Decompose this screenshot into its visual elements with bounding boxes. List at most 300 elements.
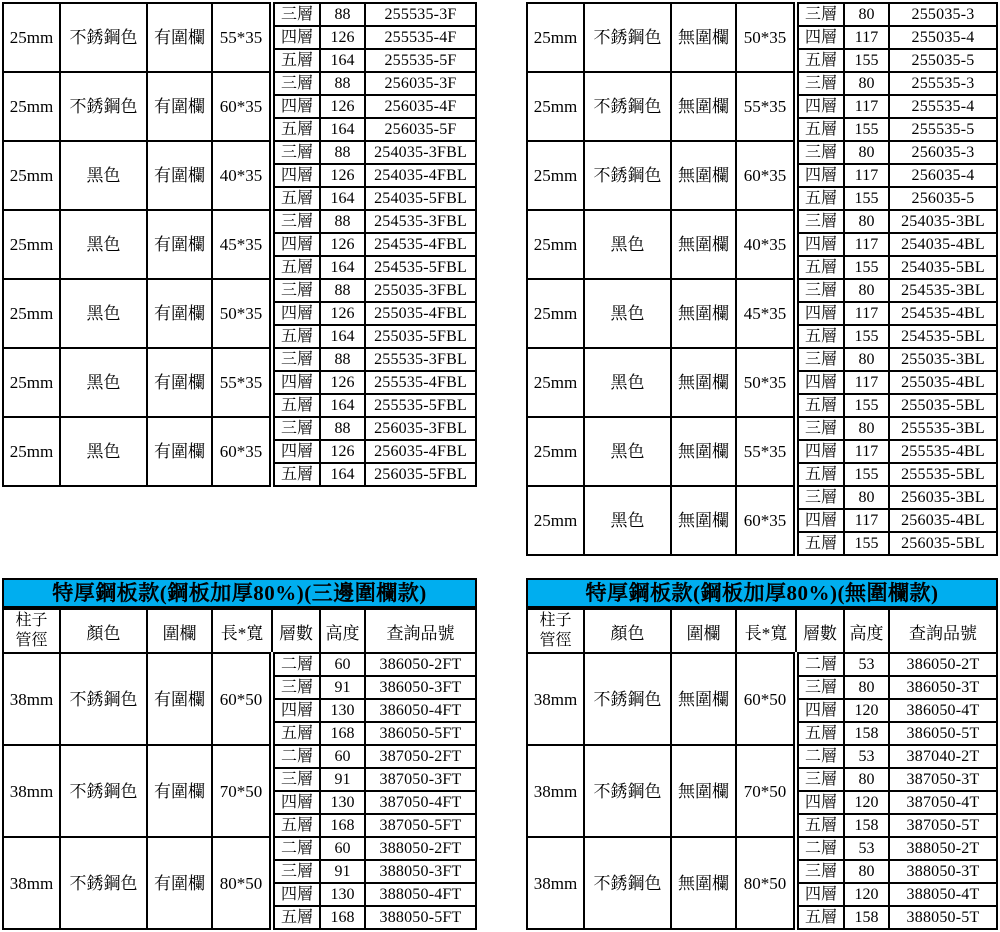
table-row [527, 653, 997, 676]
cell-height: 80 [844, 141, 889, 164]
cell-code: 254035-3BL [889, 210, 997, 233]
table-row [527, 210, 997, 233]
cell-fence: 無圍欄 [671, 348, 736, 417]
cell-fence: 無圍欄 [671, 210, 736, 279]
cell-layer: 三層 [796, 279, 844, 302]
table-header [527, 609, 997, 653]
cell-code: 255535-4F [365, 26, 476, 49]
cell-size: 80*50 [736, 837, 796, 929]
table-row [3, 745, 476, 768]
cell-size: 60*50 [736, 653, 796, 745]
cell-height: 164 [320, 49, 365, 72]
cell-height: 80 [844, 72, 889, 95]
cell-layer: 三層 [796, 676, 844, 699]
cell-code: 255535-3BL [889, 417, 997, 440]
table-body [3, 3, 476, 486]
cell-fence: 無圍欄 [671, 745, 736, 837]
header-pipe-diameter [3, 609, 60, 653]
cell-height: 130 [320, 883, 365, 906]
cell-layer: 二層 [796, 653, 844, 676]
cell-code: 388050-5FT [365, 906, 476, 929]
cell-layer: 四層 [272, 883, 320, 906]
cell-diameter: 25mm [527, 279, 584, 348]
cell-height: 155 [844, 49, 889, 72]
cell-layer: 五層 [796, 118, 844, 141]
table-row [527, 348, 997, 371]
cell-height: 91 [320, 768, 365, 791]
cell-height: 126 [320, 440, 365, 463]
cell-height: 155 [844, 256, 889, 279]
cell-layer: 三層 [272, 210, 320, 233]
table-row [527, 3, 997, 26]
cell-diameter: 38mm [3, 653, 60, 745]
cell-height: 155 [844, 325, 889, 348]
cell-layer: 五層 [272, 394, 320, 417]
cell-layer: 五層 [796, 814, 844, 837]
cell-height: 80 [844, 279, 889, 302]
cell-fence: 有圍欄 [147, 837, 212, 929]
cell-layer: 四層 [796, 164, 844, 187]
cell-layer: 五層 [272, 118, 320, 141]
cell-height: 168 [320, 722, 365, 745]
table-body [3, 653, 476, 929]
cell-height: 158 [844, 814, 889, 837]
cell-height: 60 [320, 745, 365, 768]
cell-height: 117 [844, 302, 889, 325]
cell-layer: 四層 [272, 302, 320, 325]
cell-code: 256035-3BL [889, 486, 997, 509]
header-pipe-diameter-line1: 柱子 [15, 612, 48, 629]
cell-fence: 有圍欄 [147, 210, 212, 279]
cell-size: 60*35 [212, 72, 272, 141]
cell-layer: 五層 [796, 394, 844, 417]
cell-height: 80 [844, 860, 889, 883]
cell-fence: 無圍欄 [671, 3, 736, 72]
cell-code: 386050-2FT [365, 653, 476, 676]
cell-layer: 五層 [796, 463, 844, 486]
header-size: 長*寬 [736, 609, 796, 653]
cell-height: 158 [844, 906, 889, 929]
cell-color: 黑色 [60, 348, 147, 417]
cell-code: 255535-4 [889, 95, 997, 118]
cell-layer: 二層 [272, 837, 320, 860]
cell-code: 254535-5FBL [365, 256, 476, 279]
table-row [3, 279, 476, 302]
cell-diameter: 25mm [527, 486, 584, 555]
cell-height: 53 [844, 837, 889, 860]
cell-diameter: 38mm [3, 745, 60, 837]
cell-diameter: 25mm [527, 141, 584, 210]
cell-code: 255035-4BL [889, 371, 997, 394]
cell-layer: 二層 [796, 745, 844, 768]
cell-diameter: 25mm [3, 3, 60, 72]
cell-height: 126 [320, 95, 365, 118]
cell-fence: 有圍欄 [147, 72, 212, 141]
cell-diameter: 25mm [3, 210, 60, 279]
cell-color: 不銹鋼色 [584, 141, 671, 210]
cell-code: 387050-5FT [365, 814, 476, 837]
cell-diameter: 38mm [527, 653, 584, 745]
cell-layer: 三層 [272, 676, 320, 699]
cell-height: 117 [844, 509, 889, 532]
cell-code: 388050-3T [889, 860, 997, 883]
cell-code: 254535-4FBL [365, 233, 476, 256]
cell-code: 255535-3 [889, 72, 997, 95]
cell-layer: 三層 [796, 768, 844, 791]
cell-layer: 三層 [272, 279, 320, 302]
cell-code: 387050-4FT [365, 791, 476, 814]
cell-code: 256035-3FBL [365, 417, 476, 440]
table-row [3, 210, 476, 233]
header-pipe-diameter-line1: 柱子 [539, 612, 572, 629]
cell-diameter: 25mm [527, 3, 584, 72]
cell-layer: 四層 [796, 233, 844, 256]
table-25mm-with-fence [2, 2, 477, 487]
cell-layer: 五層 [272, 325, 320, 348]
cell-layer: 三層 [272, 72, 320, 95]
cell-height: 155 [844, 532, 889, 555]
cell-height: 91 [320, 860, 365, 883]
cell-height: 164 [320, 256, 365, 279]
cell-code: 386050-3FT [365, 676, 476, 699]
cell-code: 255535-3F [365, 3, 476, 26]
header-height: 高度 [844, 609, 889, 653]
cell-layer: 四層 [796, 509, 844, 532]
cell-fence: 有圍欄 [147, 417, 212, 486]
cell-color: 黑色 [584, 279, 671, 348]
table-row [527, 417, 997, 440]
cell-color: 不銹鋼色 [584, 72, 671, 141]
cell-height: 164 [320, 463, 365, 486]
cell-height: 120 [844, 699, 889, 722]
cell-size: 55*35 [736, 72, 796, 141]
header-color: 顏色 [584, 609, 671, 653]
cell-color: 黑色 [584, 210, 671, 279]
cell-height: 117 [844, 95, 889, 118]
cell-size: 55*35 [736, 417, 796, 486]
cell-layer: 三層 [272, 348, 320, 371]
table-25mm-no-fence [526, 2, 998, 556]
header-pipe-diameter-line2: 管徑 [539, 632, 572, 649]
cell-height: 164 [320, 187, 365, 210]
table-row [3, 417, 476, 440]
cell-fence: 無圍欄 [671, 486, 736, 555]
cell-layer: 三層 [272, 768, 320, 791]
cell-layer: 四層 [796, 26, 844, 49]
cell-code: 255535-5FBL [365, 394, 476, 417]
cell-layer: 二層 [796, 837, 844, 860]
header-height: 高度 [320, 609, 365, 653]
cell-layer: 三層 [272, 3, 320, 26]
cell-layer: 四層 [796, 302, 844, 325]
cell-code: 386050-4T [889, 699, 997, 722]
cell-size: 60*35 [736, 486, 796, 555]
cell-color: 黑色 [584, 348, 671, 417]
cell-layer: 四層 [796, 371, 844, 394]
cell-code: 388050-2FT [365, 837, 476, 860]
header-row [527, 609, 997, 653]
header-layers: 層數 [796, 609, 844, 653]
table-row [3, 141, 476, 164]
header-size: 長*寬 [212, 609, 272, 653]
cell-diameter: 25mm [3, 417, 60, 486]
cell-height: 88 [320, 3, 365, 26]
cell-diameter: 38mm [527, 837, 584, 929]
cell-color: 黑色 [60, 417, 147, 486]
cell-height: 164 [320, 118, 365, 141]
header-color: 顏色 [60, 609, 147, 653]
cell-code: 254535-3BL [889, 279, 997, 302]
header-pipe-diameter-line2: 管徑 [15, 632, 48, 649]
cell-code: 255035-5FBL [365, 325, 476, 348]
cell-layer: 三層 [796, 210, 844, 233]
cell-diameter: 25mm [3, 279, 60, 348]
table-row [527, 745, 997, 768]
cell-layer: 五層 [272, 187, 320, 210]
cell-layer: 五層 [272, 49, 320, 72]
cell-code: 256035-3 [889, 141, 997, 164]
cell-code: 256035-4F [365, 95, 476, 118]
cell-layer: 四層 [272, 791, 320, 814]
cell-code: 255535-5F [365, 49, 476, 72]
cell-size: 55*35 [212, 3, 272, 72]
cell-code: 255535-4BL [889, 440, 997, 463]
cell-fence: 有圍欄 [147, 653, 212, 745]
cell-size: 70*50 [736, 745, 796, 837]
cell-size: 70*50 [212, 745, 272, 837]
table-row [527, 279, 997, 302]
cell-layer: 五層 [272, 814, 320, 837]
cell-color: 黑色 [60, 210, 147, 279]
cell-color: 不銹鋼色 [60, 72, 147, 141]
cell-size: 80*50 [212, 837, 272, 929]
cell-height: 88 [320, 72, 365, 95]
cell-code: 254035-5BL [889, 256, 997, 279]
cell-size: 50*35 [212, 279, 272, 348]
cell-size: 50*35 [736, 3, 796, 72]
cell-code: 255035-4 [889, 26, 997, 49]
cell-height: 126 [320, 233, 365, 256]
cell-layer: 四層 [272, 699, 320, 722]
cell-layer: 三層 [796, 860, 844, 883]
table-row [3, 653, 476, 676]
cell-code: 255535-5BL [889, 463, 997, 486]
cell-fence: 有圍欄 [147, 3, 212, 72]
cell-height: 164 [320, 394, 365, 417]
cell-layer: 五層 [796, 532, 844, 555]
cell-code: 388050-2T [889, 837, 997, 860]
cell-height: 117 [844, 164, 889, 187]
cell-diameter: 38mm [527, 745, 584, 837]
cell-height: 126 [320, 26, 365, 49]
cell-color: 不銹鋼色 [584, 653, 671, 745]
cell-size: 60*35 [212, 417, 272, 486]
cell-layer: 五層 [272, 463, 320, 486]
cell-code: 386050-5T [889, 722, 997, 745]
section-title-thick-plate-fenced: 特厚鋼板款(鋼板加厚80%)(三邊圍欄款) [2, 578, 477, 608]
cell-fence: 有圍欄 [147, 141, 212, 210]
cell-fence: 無圍欄 [671, 417, 736, 486]
cell-code: 255035-4FBL [365, 302, 476, 325]
cell-code: 254035-4BL [889, 233, 997, 256]
cell-height: 155 [844, 463, 889, 486]
cell-height: 80 [844, 348, 889, 371]
table-38mm-thick-with-fence [2, 608, 477, 930]
cell-size: 40*35 [736, 210, 796, 279]
cell-layer: 三層 [796, 417, 844, 440]
cell-layer: 四層 [796, 791, 844, 814]
cell-color: 不銹鋼色 [60, 745, 147, 837]
table-body [527, 3, 997, 555]
cell-size: 50*35 [736, 348, 796, 417]
cell-layer: 四層 [272, 26, 320, 49]
cell-color: 黑色 [584, 486, 671, 555]
cell-height: 53 [844, 745, 889, 768]
cell-layer: 四層 [272, 371, 320, 394]
cell-code: 254535-5BL [889, 325, 997, 348]
cell-code: 255535-5 [889, 118, 997, 141]
cell-code: 387050-4T [889, 791, 997, 814]
cell-code: 255035-3FBL [365, 279, 476, 302]
table-row [3, 837, 476, 860]
cell-code: 256035-5F [365, 118, 476, 141]
cell-diameter: 38mm [3, 837, 60, 929]
cell-height: 60 [320, 653, 365, 676]
cell-code: 254035-3FBL [365, 141, 476, 164]
cell-fence: 有圍欄 [147, 348, 212, 417]
cell-layer: 五層 [272, 722, 320, 745]
cell-fence: 有圍欄 [147, 279, 212, 348]
cell-code: 388050-3FT [365, 860, 476, 883]
cell-layer: 四層 [796, 95, 844, 118]
cell-layer: 二層 [272, 745, 320, 768]
cell-code: 387040-2T [889, 745, 997, 768]
cell-layer: 五層 [796, 187, 844, 210]
cell-height: 130 [320, 699, 365, 722]
cell-layer: 三層 [796, 348, 844, 371]
cell-layer: 三層 [796, 141, 844, 164]
cell-height: 80 [844, 210, 889, 233]
table-row [527, 837, 997, 860]
cell-layer: 五層 [796, 49, 844, 72]
cell-layer: 五層 [796, 906, 844, 929]
cell-code: 256035-5BL [889, 532, 997, 555]
cell-height: 117 [844, 26, 889, 49]
cell-color: 黑色 [60, 141, 147, 210]
cell-code: 254535-3FBL [365, 210, 476, 233]
cell-code: 255035-5BL [889, 394, 997, 417]
cell-layer: 四層 [796, 883, 844, 906]
cell-code: 256035-4 [889, 164, 997, 187]
cell-diameter: 25mm [527, 210, 584, 279]
table-38mm-thick-no-fence [526, 608, 998, 930]
cell-diameter: 25mm [3, 72, 60, 141]
cell-height: 126 [320, 164, 365, 187]
cell-height: 88 [320, 279, 365, 302]
cell-code: 255535-4FBL [365, 371, 476, 394]
table-body [527, 653, 997, 929]
cell-code: 386050-5FT [365, 722, 476, 745]
header-code: 查詢品號 [365, 609, 476, 653]
header-pipe-diameter [527, 609, 584, 653]
cell-height: 168 [320, 814, 365, 837]
cell-height: 53 [844, 653, 889, 676]
cell-code: 386050-2T [889, 653, 997, 676]
cell-layer: 三層 [272, 417, 320, 440]
table-row [3, 72, 476, 95]
cell-layer: 五層 [796, 256, 844, 279]
cell-code: 386050-3T [889, 676, 997, 699]
cell-diameter: 25mm [3, 348, 60, 417]
table-row [527, 141, 997, 164]
cell-height: 80 [844, 768, 889, 791]
cell-layer: 三層 [272, 860, 320, 883]
table-row [3, 3, 476, 26]
cell-height: 88 [320, 348, 365, 371]
cell-layer: 三層 [796, 3, 844, 26]
cell-height: 80 [844, 486, 889, 509]
cell-color: 黑色 [584, 417, 671, 486]
cell-color: 不銹鋼色 [60, 837, 147, 929]
cell-code: 386050-4FT [365, 699, 476, 722]
cell-height: 117 [844, 440, 889, 463]
cell-code: 387050-5T [889, 814, 997, 837]
cell-height: 155 [844, 394, 889, 417]
cell-layer: 三層 [796, 486, 844, 509]
cell-layer: 四層 [272, 95, 320, 118]
cell-code: 256035-4BL [889, 509, 997, 532]
cell-height: 126 [320, 302, 365, 325]
cell-diameter: 25mm [527, 417, 584, 486]
cell-layer: 三層 [272, 141, 320, 164]
cell-height: 117 [844, 233, 889, 256]
cell-height: 80 [844, 3, 889, 26]
cell-code: 256035-3F [365, 72, 476, 95]
cell-size: 40*35 [212, 141, 272, 210]
header-fence: 圍欄 [671, 609, 736, 653]
table-row [3, 348, 476, 371]
cell-code: 254535-4BL [889, 302, 997, 325]
cell-height: 60 [320, 837, 365, 860]
cell-layer: 四層 [272, 440, 320, 463]
cell-height: 117 [844, 371, 889, 394]
cell-height: 155 [844, 118, 889, 141]
cell-color: 不銹鋼色 [584, 837, 671, 929]
cell-height: 130 [320, 791, 365, 814]
cell-layer: 四層 [796, 440, 844, 463]
cell-layer: 五層 [272, 906, 320, 929]
header-row [3, 609, 476, 653]
cell-height: 155 [844, 187, 889, 210]
cell-layer: 四層 [272, 164, 320, 187]
header-code: 查詢品號 [889, 609, 997, 653]
cell-layer: 五層 [796, 325, 844, 348]
cell-code: 256035-5 [889, 187, 997, 210]
cell-code: 388050-5T [889, 906, 997, 929]
cell-height: 80 [844, 417, 889, 440]
cell-size: 45*35 [736, 279, 796, 348]
cell-size: 60*35 [736, 141, 796, 210]
cell-layer: 四層 [796, 699, 844, 722]
cell-layer: 五層 [796, 722, 844, 745]
cell-height: 88 [320, 210, 365, 233]
cell-height: 158 [844, 722, 889, 745]
cell-height: 80 [844, 676, 889, 699]
cell-color: 不銹鋼色 [584, 745, 671, 837]
cell-code: 387050-2FT [365, 745, 476, 768]
cell-layer: 三層 [796, 72, 844, 95]
table-row [527, 486, 997, 509]
